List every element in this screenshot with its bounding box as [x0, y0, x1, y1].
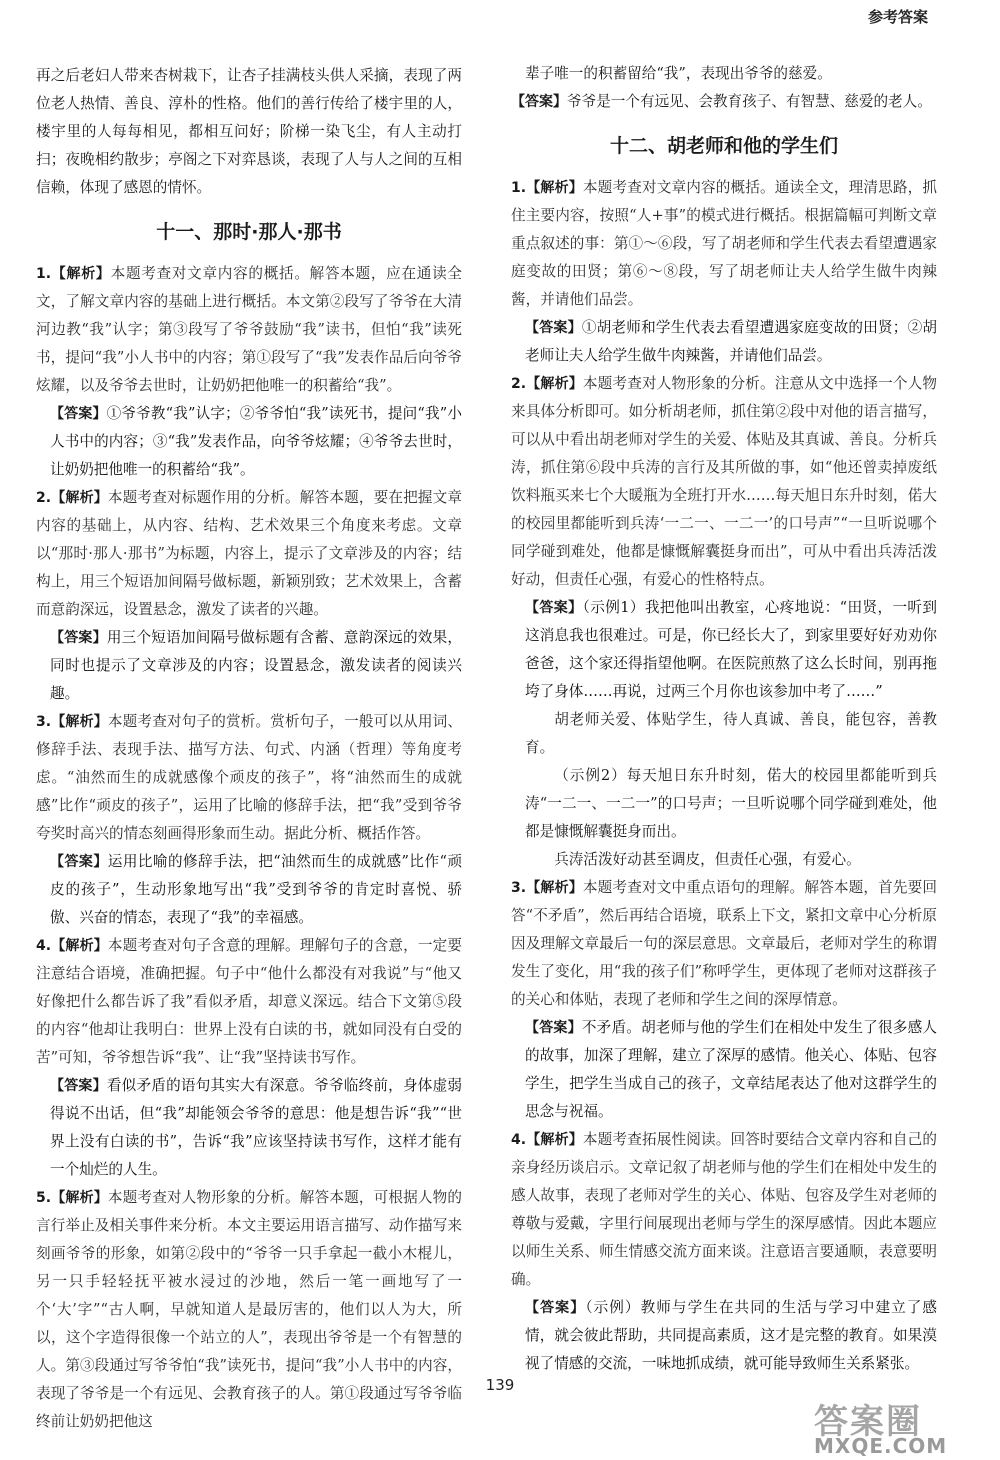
analysis-text: 本题考查拓展性阅读。回答时要结合文章内容和自己的亲身经历谈启示。文章记叙了胡老师与他的学生们在相处中发生的感人故事，表现了老师对学生的关心、体贴、包容及学生对老师的尊敬与爱戴，字里行间展现出老师与学生的深厚感情。因此本题应以师生关系、师生情感交流方面来谈。注意语言要通顺，表意要明确。 — [511, 1131, 937, 1288]
analysis-text: 本题考查对文章内容的概括。解答本题，应在通读全文，了解文章内容的基础上进行概括。本文第②段写了爷爷在大清河边教“我”认字；第③段写了爷爷鼓励“我”读书，但怕“我”读死书，提问“我”小人书中的内容；第①段写了“我”发表作品后向爷爷炫耀，以及爷爷去世时，让奶奶把他唯一的积蓄给“我”。 — [36, 265, 462, 394]
question-number: 4. — [36, 938, 52, 954]
page-number: 139 — [485, 1376, 515, 1394]
question-item — [36, 484, 462, 708]
question-item — [36, 932, 462, 1184]
answer-text: 用三个短语加间隔号做标题有含蓄、意韵深远的效果，同时也提示了文章涉及的内容；设置悬念，激发读者的阅读兴趣。 — [50, 629, 462, 702]
answer-tag: 【答案】 — [525, 1020, 582, 1036]
answer-text: 运用比喻的修辞手法，把“油然而生的成就感”比作“顽皮的孩子”，生动形象地写出“我”受到爷爷的肯定时喜悦、骄傲、兴奋的情态，表现了“我”的幸福感。 — [50, 853, 462, 926]
analysis-tag: 【解析】 — [51, 714, 108, 730]
question-number: 1. — [36, 266, 52, 282]
analysis-tag: 【解析】 — [526, 376, 583, 392]
question-number: 2. — [36, 490, 52, 506]
analysis-tag: 【解析】 — [51, 490, 108, 506]
section-title-12: 十二、胡老师和他的学生们 — [609, 135, 838, 157]
answer-text: 不矛盾。胡老师与他的学生们在相处中发生了很多感人的故事，加深了理解，建立了深厚的感情。他关心、体贴、包容学生，把学生当成自己的孩子，文章结尾表达了他对这群学生的思念与祝福。 — [525, 1019, 937, 1120]
answer-extra-line: （示例2）每天旭日东升时刻，偌大的校园里都能听到兵涛“一二一、一二一”的口号声；一旦听说哪个同学碰到难处，他都是慷慨解囊挺身而出。 — [525, 767, 937, 840]
analysis-tag: 【解析】 — [526, 880, 583, 896]
analysis-text: 本题考查对句子的赏析。赏析句子，一般可以从用词、修辞手法、表现手法、描写方法、句式、内涵（哲理）等角度考虑。“油然而生的成就感像个顽皮的孩子”，将“油然而生的成就感”比作“顽皮的孩子”，运用了比喻的修辞手法，把“我”受到爷爷夸奖时高兴的情态刻画得形象而生动。据此分析、概括作答。 — [36, 713, 462, 842]
header-label: 参考答案 — [867, 8, 928, 26]
question-item — [36, 1184, 462, 1436]
analysis-tag: 【解析】 — [526, 1132, 583, 1148]
continuation-text: 辈子唯一的积蓄留给“我”，表现出爷爷的慈爱。 — [525, 65, 832, 82]
analysis-text: 本题考查对文中重点语句的理解。解答本题，首先要回答“不矛盾”，然后再结合语境，联系上下文，紧扣文章中心分析原因及理解文章最后一句的深层意思。文章最后，老师对学生的称谓发生了变化，用“我的孩子们”称呼学生，更体现了老师对这群孩子的关心和体贴，表现了老师和学生之间的深厚情意。 — [511, 879, 937, 1008]
question-item — [511, 174, 937, 370]
question-number: 5. — [36, 1190, 52, 1206]
answer-tag: 【答案】 — [511, 94, 567, 110]
question-item — [511, 874, 937, 1126]
question-number: 1. — [511, 180, 527, 196]
question-number: 2. — [511, 376, 527, 392]
watermark-url: MXQE.COM — [814, 1434, 948, 1458]
watermark — [808, 1394, 988, 1458]
answer-tag: 【答案】 — [525, 600, 583, 616]
question-item — [511, 370, 937, 874]
answer-extra-line: 兵涛活泼好动甚至调皮，但责任心强，有爱心。 — [554, 851, 861, 868]
answer-text: 看似矛盾的语句其实大有深意。爷爷临终前，身体虚弱得说不出话，但“我”却能领会爷爷的意思：他是想告诉“我”“世界上没有白读的书”，告诉“我”应该坚持读书写作，这样才能有一个灿烂的人生。 — [50, 1077, 462, 1178]
answer-tag: 【答案】 — [50, 630, 107, 646]
answer-tag: 【答案】 — [50, 406, 107, 422]
answer-text: ①胡老师和学生代表去看望遭遇家庭变故的田贤；②胡老师让夫人给学生做牛肉辣酱，并请他们品尝。 — [525, 319, 937, 364]
answer-text: （示例1）我把他叫出教室，心疼地说：“田贤，一听到这消息我也很难过。可是，你已经长大了，到家里要好好劝劝你爸爸，这个家还得指望他啊。在医院煎熬了这么长时间，别再拖垮了身体……再说，过两三个月你也该参加中考了……” — [525, 599, 938, 700]
section-title-11: 十一、那时·那人·那书 — [156, 221, 342, 243]
question-number: 4. — [511, 1132, 527, 1148]
intro-paragraph: 再之后老妇人带来杏树栽下，让杏子挂满枝头供人采摘，表现了两位老人热情、善良、淳朴的性格。他们的善行传给了楼宇里的人，楼宇里的人每每相见，都相互问好；阶梯一染飞尘，有人主动打扫；夜晚相约散步；亭阁之下对弈恳谈，表现了人与人之间的互相信赖，体现了感恩的情怀。 — [36, 67, 462, 196]
answer-extra-line: 胡老师关爱、体贴学生，待人真诚、善良，能包容，善教育。 — [525, 711, 937, 756]
analysis-text: 本题考查对人物形象的分析。注意从文中选择一个人物来具体分析即可。如分析胡老师，抓住第②段中对他的语言描写，可以从中看出胡老师对学生的关爱、体贴及其真诚、善良。分析兵涛，抓住第⑥段中兵涛的言行及其所做的事，如“他还曾卖掉废纸饮料瓶买来七个大暖瓶为全班打开水……每天旭日东升时刻，偌大的校园里都能听到兵涛‘一二一、一二一’的口号声”“一旦听说哪个同学碰到难处，他都是慷慨解囊挺身而出”，可从中看出兵涛活泼好动，但责任心强，有爱心的性格特点。 — [511, 375, 937, 588]
question-item — [36, 260, 462, 484]
analysis-tag: 【解析】 — [51, 938, 108, 954]
analysis-tag: 【解析】 — [51, 1190, 108, 1206]
question-item — [511, 1126, 937, 1378]
analysis-text: 本题考查对人物形象的分析。解答本题，可根据人物的言行举止及相关事件来分析。本文主要运用语言描写、动作描写来刻画爷爷的形象，如第②段中的“爷爷一只手拿起一截小木棍儿，另一只手轻轻抚平被水浸过的沙地，然后一笔一画地写了一个‘大’字”“古人啊，早就知道人是最厉害的，他们以人为大，所以，这个字造得很像一个站立的人”，表现出爷爷是一个有智慧的人。第③段通过写爷爷怕“我”读死书，提问“我”小人书中的内容，表现了爷爷是一个有远见、会教育孩子的人。第①段通过写爷爷临终前让奶奶把他这 — [36, 1189, 462, 1430]
question-item — [36, 708, 462, 932]
answer-tag: 【答案】 — [525, 320, 582, 336]
answer-tag: 【答案】 — [50, 1078, 107, 1094]
watermark-logo: 答案圈 — [814, 1402, 922, 1442]
analysis-text: 本题考查对句子含意的理解。理解句子的含意，一定要注意结合语境，准确把握。句子中“他什么都没有对我说”与“他又好像把什么都告诉了我”看似矛盾，却意义深远。结合下文第⑤段的内容“他却让我明白：世界上没有白读的书，就如同没有白受的苦”可知，爷爷想告诉“我”、让“我”坚持读书写作。 — [36, 937, 462, 1066]
question-number: 3. — [36, 714, 52, 730]
right-column — [511, 60, 937, 1378]
answer-tag: 【答案】 — [525, 1300, 586, 1316]
question-number: 3. — [511, 880, 527, 896]
analysis-text: 本题考查对文章内容的概括。通读全文，理清思路，抓住主要内容，按照“人+事”的模式进行概括。根据篇幅可判断文章重点叙述的事：第①～⑥段，写了胡老师和学生代表去看望遭遇家庭变故的田贤；第⑥～⑧段，写了胡老师让夫人给学生做牛肉辣酱，并请他们品尝。 — [511, 179, 937, 308]
analysis-text: 本题考查对标题作用的分析。解答本题，要在把握文章内容的基础上，从内容、结构、艺术效果三个角度来考虑。文章以“那时·那人·那书”为标题，内容上，提示了文章涉及的内容；结构上，用三个短语加间隔号做标题，新颖别致；艺术效果上，含蓄而意韵深远，设置悬念，激发了读者的兴趣。 — [36, 489, 462, 618]
answer-tag: 【答案】 — [50, 854, 108, 870]
answer-text: （示例）教师与学生在共同的生活与学习中建立了感情，就会彼此帮助，共同提高素质，这才是完整的教育。如果漠视了情感的交流，一味地抓成绩，就可能导致师生关系紧张。 — [525, 1299, 938, 1372]
answer-text: ①爷爷教“我”认字；②爷爷怕“我”读死书，提问“我”小人书中的内容；③“我”发表作品，向爷爷炫耀；④爷爷去世时，让奶奶把他唯一的积蓄给“我”。 — [50, 405, 462, 478]
left-column — [36, 62, 462, 1436]
analysis-tag: 【解析】 — [51, 266, 111, 282]
analysis-tag: 【解析】 — [526, 180, 583, 196]
answer-text: 爷爷是一个有远见、会教育孩子、有智慧、慈爱的老人。 — [567, 93, 932, 110]
